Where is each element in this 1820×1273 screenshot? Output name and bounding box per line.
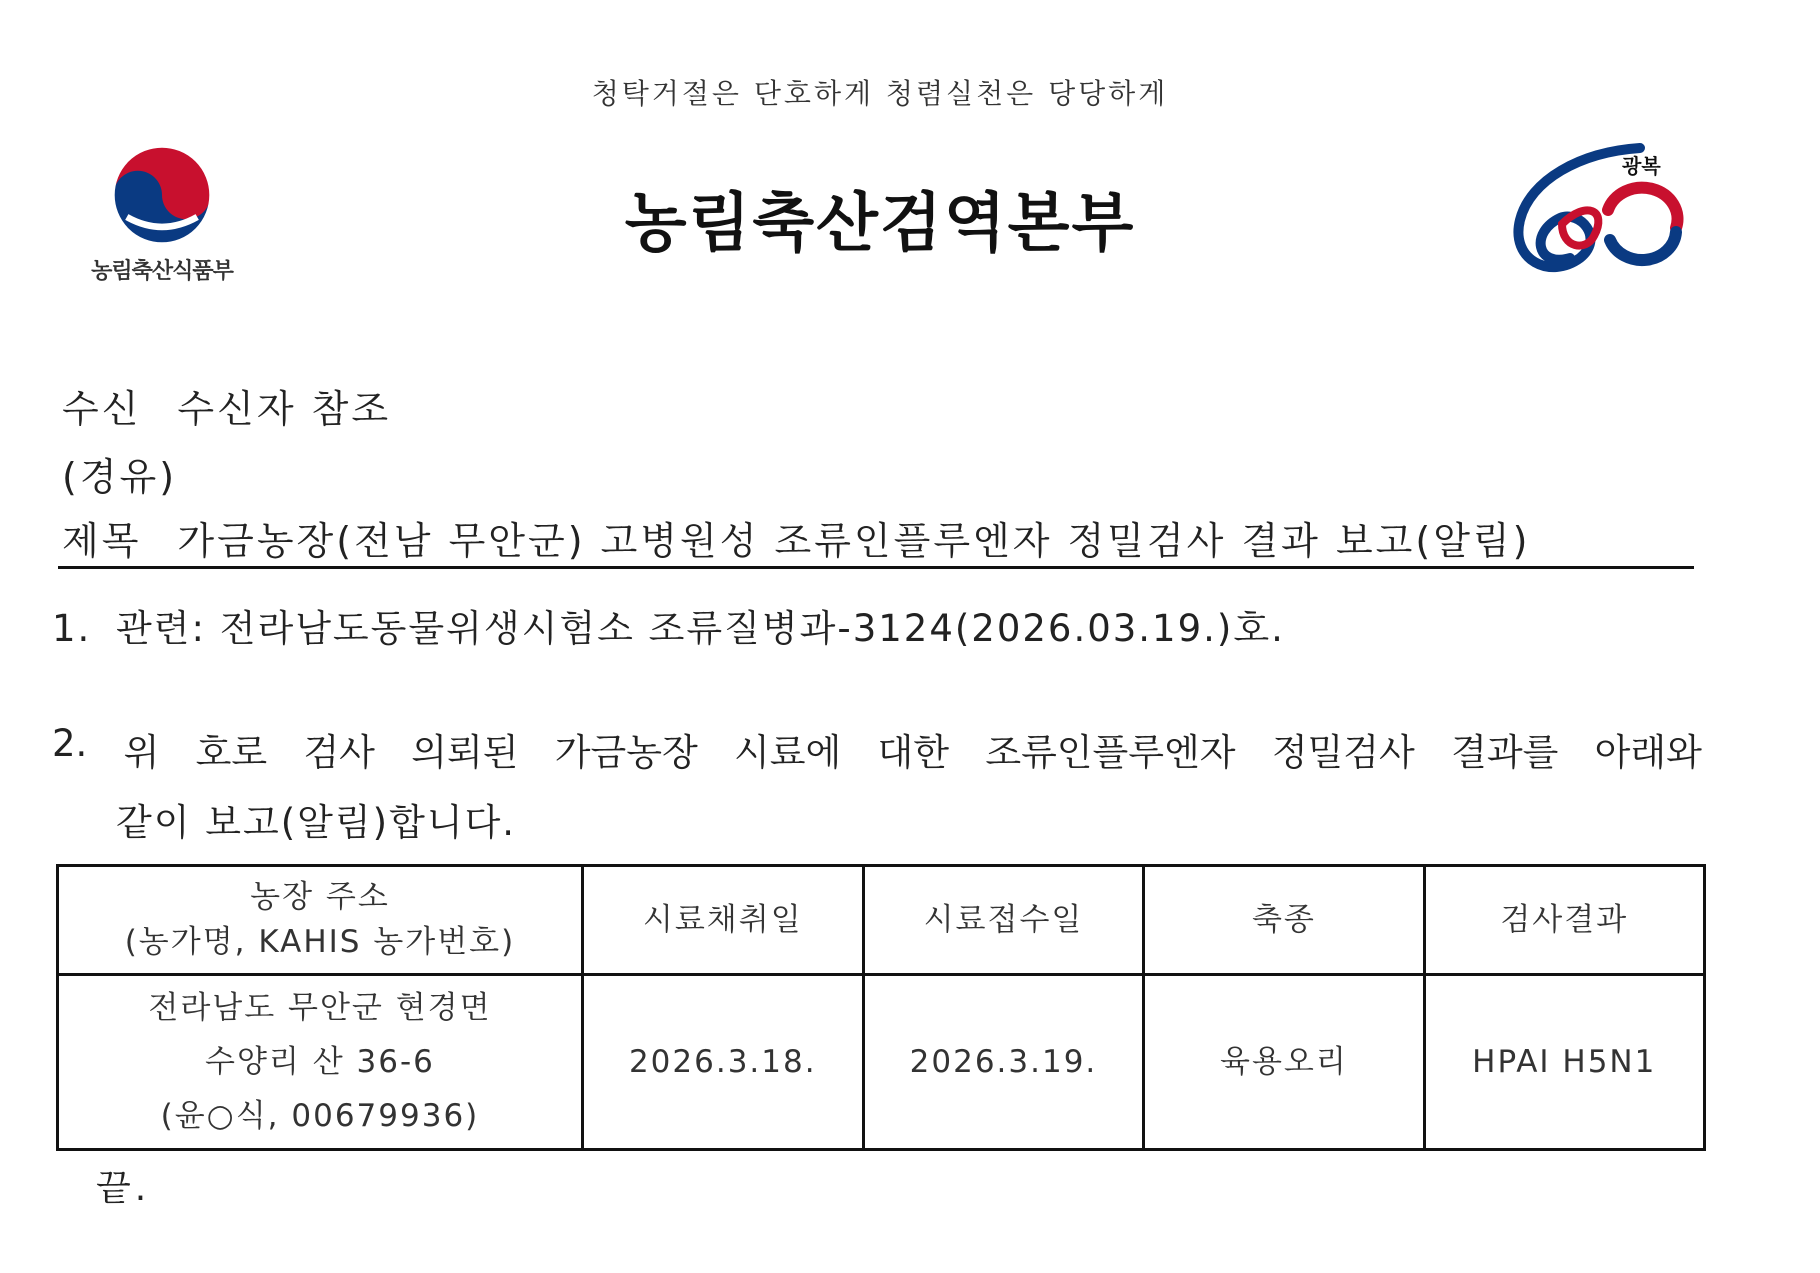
header-farm-address-line-1: 농장 주소 xyxy=(250,879,390,916)
cell-collection-date: 2026.3.18. xyxy=(582,975,863,1150)
paragraph-2-word: 조류인플루엔자 xyxy=(985,731,1236,774)
recipient-value: 수신자 참조 xyxy=(177,387,392,431)
cell-farm-address xyxy=(58,975,583,1150)
motto: 청탁거절은 단호하게 청렴실천은 당당하게 xyxy=(591,77,1169,110)
paragraph-2-word: 정밀검사 xyxy=(1271,731,1415,774)
header-farm-address-line-2: (농가명, KAHIS 농가번호) xyxy=(124,924,516,960)
agency-title: 농림축산검역본부 xyxy=(624,187,1136,261)
paragraph-1-number: 1. xyxy=(52,607,92,650)
header-species: 축종 xyxy=(1144,866,1424,975)
inspection-result-table xyxy=(56,864,1706,1151)
anniversary-logo-text: 광복 xyxy=(1622,154,1661,178)
paragraph-2-line-2: 같이 보고(알림)합니다. xyxy=(116,801,517,844)
recipient-line xyxy=(62,378,391,433)
recipient-label: 수신 xyxy=(62,387,142,431)
paragraph-2-word: 호로 xyxy=(195,731,268,774)
subject-label: 제목 xyxy=(62,519,142,563)
header-divider xyxy=(58,566,1694,569)
anniversary-logo xyxy=(1490,140,1690,290)
header-result: 검사결과 xyxy=(1424,866,1704,975)
cell-address-line-1: 전라남도 무안군 현경면 xyxy=(148,989,492,1026)
ministry-logo-text: 농림축산식품부 xyxy=(91,259,233,284)
cell-address-line-2: 수양리 산 36-6 xyxy=(205,1043,435,1080)
table-header-row xyxy=(58,866,1705,975)
header-farm-address xyxy=(58,866,583,975)
cell-address-line-3: (윤○식, 00679936) xyxy=(160,1098,480,1135)
table-row xyxy=(58,975,1705,1150)
paragraph-2-word: 아래와 xyxy=(1594,731,1702,774)
paragraph-2-word: 위 xyxy=(123,731,160,774)
paragraph-1-text: 관련: 전라남도동물위생시험소 조류질병과-3124(2026.03.19.)호. xyxy=(116,607,1285,650)
header-receipt-date: 시료접수일 xyxy=(863,866,1144,975)
paragraph-2-word: 대한 xyxy=(877,731,950,774)
paragraph-2-word: 의뢰된 xyxy=(411,731,519,774)
cell-result: HPAI H5N1 xyxy=(1424,975,1704,1150)
subject-value: 가금농장(전남 무안군) 고병원성 조류인플루엔자 정밀검사 결과 보고(알림) xyxy=(177,519,1531,563)
via-label: (경유) xyxy=(62,455,178,499)
cell-receipt-date: 2026.3.19. xyxy=(863,975,1144,1150)
paragraph-2-word: 결과를 xyxy=(1451,731,1559,774)
via-line xyxy=(62,446,177,501)
paragraph-2-number: 2. xyxy=(52,722,88,765)
subject-line xyxy=(62,510,1530,565)
paragraph-2-line-1 xyxy=(52,722,1702,776)
cell-species: 육용오리 xyxy=(1144,975,1424,1150)
paragraph-2 xyxy=(52,722,1702,846)
paragraph-2-word: 시료에 xyxy=(734,731,842,774)
paragraph-1 xyxy=(52,598,1285,652)
paragraph-2-word: 가금농장 xyxy=(554,731,698,774)
end-mark: 끝. xyxy=(96,1168,151,1209)
paragraph-2-word: 검사 xyxy=(303,731,375,774)
header-collection-date: 시료채취일 xyxy=(582,866,863,975)
